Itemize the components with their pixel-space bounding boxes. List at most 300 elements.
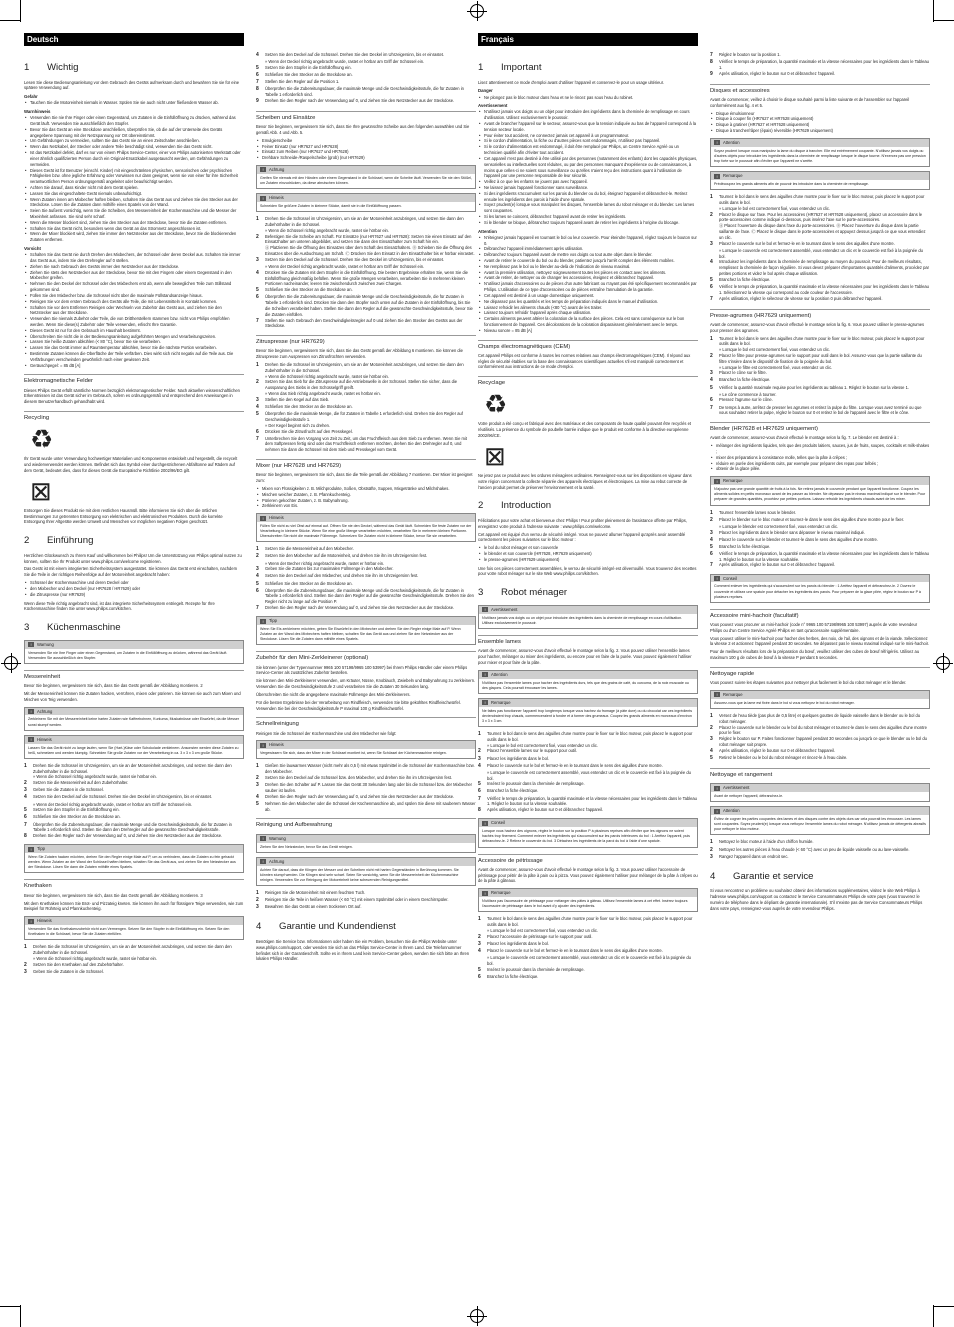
label-heading: Vorsicht: [24, 246, 41, 252]
section-title: Introduction: [501, 500, 552, 512]
step-number: 1: [256, 763, 259, 770]
step-list: [478, 916, 698, 981]
bullet-list: [24, 100, 244, 106]
step-list: [478, 731, 698, 814]
list-item: • Schalten Sie das Gerät nie durch Drehen des Mixbechers, der Schüssel oder deren Deckel aus. Schalten Sie immer das Gerät aus, indem Sie den Drehregler auf 0 stellen.: [30, 252, 244, 264]
page-german: [24, 30, 476, 1298]
step-number: 1: [256, 889, 259, 896]
paragraph: Félicitations pour votre achat et bienvenue chez Philips ! Pour profiter pleinement de l'assistance offerte par Philips, enregistrez votre produit à l'adresse suivante : www.philips.com/welcome.: [478, 517, 687, 529]
step-number: 1: [710, 509, 713, 516]
step-item: [256, 72, 476, 79]
note-header: [711, 477, 929, 485]
note-body: Wenn Sie Eis zerkleinern möchten, geben Sie Eiswürfel in den Mixbecher und drehen Sie den Regler einige Male auf P. Wenn Zutaten an der Wand des Mixbechers haften bleiben, schalten Sie das Gerät aus und ziehen Sie den Netzstecker aus der Steckdose. Lösen Sie die Zutaten dann mithilfe eines Spatels.: [260, 627, 461, 642]
step-item: [710, 405, 930, 417]
list-item: • Si des ingrédients s'accumulent sur les parois du blender ou du bol, éteignez l'appareil et débranchez-le. Retirez ensuite les ingrédients des parois à l'aide d'une spatule.: [484, 191, 698, 203]
crossed-bin-icon: ⊠: [484, 440, 506, 471]
step-text: Branchez la fiche électrique.: [487, 788, 539, 794]
paragraph: Sie können den Mini-Zerkleinerer verwenden, um Kräuter, Nüsse, Knoblauch, Zwiebeln und Babynahrung zu zerkleinern. Verwenden Sie die Geschwindigkeitsstufe 2 und verarbeiten Sie die Zutaten 30 Sekunden lang.: [256, 678, 476, 690]
paragraph: Reinigen Sie die Schüssel der Küchenmaschine und den Mixbecher wie folgt:: [256, 730, 397, 736]
bullet-list: [478, 545, 698, 562]
step-item: [478, 967, 698, 974]
note-body: Wenn Sie Zutaten hacken möchten, drehen Sie den Regler einige Male auf P, um zu verhindern, dass die Zutaten zu fein gehackt werden. Wenn Zutaten an der Wand der Schüssel haften bleiben, schalten Sie das Gerät aus, und ziehen Sie den Netzstecker aus der Steckdose. Lösen Sie dann die Zutaten mithilfe eines Spatels.: [28, 855, 236, 870]
note-body: Lassen Sie das Gerät nicht zu lange laufen, wenn Sie (Hart-)Käse oder Schokolade zerkleinern. Ansonsten werden diese Zutaten zu heiß, schmelzen und werden klumpig. Schneiden Sie große Zutaten vor der Verarbeitung in ca. 3 x 3 x 3 cm große Stücke.: [28, 745, 239, 755]
list-item: • N'utilisez jamais d'accessoires ou de pièces d'un autre fabricant ou n'ayant pas été spécifiquement recommandés par Philips. L'utilisation de ce type d'accessoires ou de pièces entraîne l'annulation de la garantie.: [484, 281, 698, 293]
paragraph: Wenn diese Teile richtig angebracht sind, ist das integrierte Sicherheitssystem entriegelt. Rezepte für Ihre Küchenmaschine finden Sie unter www.philips.com/kitchen.: [24, 600, 215, 612]
step-text: Unterbrechen Sie den Vorgang von Zeit zu Zeit, um das Fruchtfleisch aus dem Sieb zu entfernen. Wenn Sie mit dem Saftpressen fertig sind oder das Fruchtfleisch entfernen möchten, drehen Sie den Drehregler auf 0, und nehmen Sie dann die Schüssel mit dem Sieb und Presskegel vom Gerät.: [265, 435, 467, 453]
section-heading: [710, 870, 930, 884]
step-text: » Le cône commence à tourner.: [719, 391, 777, 397]
step-text: Rangez l'appareil dans un endroit sec.: [719, 853, 789, 859]
list-item: • N'utilisez jamais vos doigts ou un objet pour introduire des ingrédients dans la cheminée de remplissage en cours d'utilisation. Utilisez exclusivement le poussoir.: [484, 109, 698, 121]
note-body: Vergewissern Sie sich, dass der Mixer in der Schüssel montiert ist, wenn Sie Schüssel der Küchenmaschine reinigen.: [260, 751, 447, 756]
step-item: [24, 780, 244, 787]
step-item: [24, 763, 244, 775]
note-header: [257, 617, 475, 625]
step-text: Placez le couvercle sur le bol et fermez-le en le tournant dans le sens des aiguilles d'une montre.: [487, 762, 663, 768]
note-box: [478, 888, 698, 912]
step-number: 7: [710, 404, 713, 411]
list-item: • Si le cordon d'alimentation, la fiche ou d'autres pièces sont endommagés, n'utilisez pas l'appareil.: [484, 138, 698, 144]
list-item: • Nehmen Sie den Deckel der Schüssel oder des Mixbechers erst ab, wenn alle beweglichen Teile zum Stillstand gekommen sind.: [30, 281, 244, 293]
paragraph: Dieses Philips Gerät erfüllt sämtliche Normen bezüglich elektromagnetischer Felder. Nach aktuellen wissenschaftlichen Erkenntnissen ist das Gerät sicher im Gebrauch, sofern es ordnungsgemäß und entsprechend den Anweisungen in diesem Benutzerhandbuch gehandhabt wird.: [24, 387, 240, 405]
step-number: 6: [256, 587, 259, 594]
list-item: • Si les lames se coincent, débranchez l'appareil avant de retirer les ingrédients.: [484, 214, 698, 220]
subsection-heading: Accessoire de pétrissage: [478, 854, 698, 865]
note-icon: !: [714, 786, 720, 791]
bullet-list: [256, 486, 476, 509]
note-icon: !: [714, 809, 720, 814]
step-item: [710, 370, 930, 377]
note-header: [711, 575, 929, 583]
note-box: [24, 707, 244, 731]
paragraph: Vous pouvez utiliser le mini-hachoir pour hacher des herbes, des noix, de l'ail, des oignons et de la viande. Sélectionnez la vitesse 2 et actionnez l'appareil pendant 30 secondes. Ne dépassez pas le niveau maximal indiqué sur le mini-hachoir.: [710, 635, 930, 647]
step-text: Branchez la fiche électrique.: [719, 543, 771, 549]
step-number: 9: [256, 97, 259, 104]
step-text: Geben Sie die Zutaten in die Schüssel.: [33, 968, 104, 974]
list-item: • Ziehen Sie nach Gebrauch des Geräts immer den Netzstecker aus der Steckdose.: [30, 264, 244, 270]
step-text: » Wenn das Sieb richtig angebracht wurde, rastet es hörbar ein.: [265, 391, 381, 397]
list-item: • Um Gefährdungen zu vermeiden, sollten Sie das Gerät nie an einen Zeitschalter anschließen.: [30, 138, 244, 144]
step-number: [256, 245, 261, 257]
note-box: [256, 834, 476, 853]
section-heading: [24, 61, 244, 75]
step-item: [256, 782, 476, 794]
note-box: [710, 574, 930, 603]
step-number: 1: [256, 362, 259, 369]
step-list: [256, 52, 476, 105]
step-text: Réglez le bouton sur la position 1.: [719, 52, 781, 57]
note-title: Hinweis: [269, 742, 284, 748]
step-item: [710, 517, 930, 524]
subsection-heading: Scheiben und Einsätze: [256, 111, 476, 122]
step-text: Après utilisation, réglez le bouton sur 0 et débranchez l'appareil.: [719, 747, 836, 753]
section-title: Garantie und Kundendienst: [279, 921, 396, 933]
step-item: [256, 65, 476, 72]
step-text: Drehen Sie die Schüssel im Uhrzeigersinn, um sie an der Motoreinheit anzubringen, und setzen Sie dann den Zubehörhalter in die Schüssel.: [33, 944, 232, 956]
list-item: • Wenn die Messer blockiert sind, ziehen Sie den Stecker aus der Steckdose, bevor Sie die Zutaten entfernen.: [30, 220, 244, 226]
note-header: [257, 166, 475, 174]
step-item: [478, 788, 698, 795]
note-box: [256, 513, 476, 542]
step-item: [478, 948, 698, 955]
note-title: Tipp: [37, 846, 45, 852]
step-number: 6: [710, 397, 713, 404]
step-item: [478, 974, 698, 981]
step-text: » Lorsque le couvercle est correctement assemblé, vous entendez un clic et le couvercle est fixé à la poignée du bol.: [719, 247, 923, 259]
step-item: [710, 71, 930, 78]
section-title: Robot ménager: [501, 587, 568, 599]
bullet-list: [478, 109, 698, 225]
step-list: [710, 194, 930, 302]
step-number: 4: [256, 404, 259, 410]
step-number: 3: [256, 566, 259, 573]
step-item: [24, 814, 244, 821]
step-text: Placez le filtre pour presse-agrumes sur le support pour outil dans le bol. Assurez-vous que la partie saillante du filtre s'insère dans le dispositif de fixation de la poignée du bol.: [719, 352, 922, 364]
step-text: Branchez la fiche électrique.: [719, 276, 771, 282]
step-list: [24, 944, 244, 976]
note-title: Attention: [723, 139, 740, 145]
section-title: Garantie et service: [733, 870, 814, 882]
step-number: 3: [710, 736, 713, 743]
section-number: 3: [24, 622, 30, 634]
section-title: Important: [501, 62, 542, 73]
section-heading: [24, 534, 244, 548]
step-item: [256, 362, 476, 374]
list-item: • Schalten Sie das Gerät nicht, besonders wenn das Gerät an das Stromnetz angeschlossen ist.: [30, 226, 244, 232]
list-item: • mélanger des ingrédients liquides, tels que des produits laitiers, sauces, jus de fruits, soupes, cocktails et milk-shakes ;: [716, 443, 930, 455]
step-number: 1: [710, 335, 713, 342]
list-item: • Certains aliments peuvent altérer la coloration de la surface des pièces. Cela est sans conséquence sur le bon fonctionnement de l'appareil. Ces décolorations de la coloration disparaissent généralement avec le temps.: [484, 316, 698, 328]
step-item: [256, 801, 476, 813]
note-header: [711, 691, 929, 699]
note-box: [24, 640, 244, 664]
list-item: • Geräuschpegel: = 85 dB [A]: [30, 363, 244, 369]
step-item: [710, 847, 930, 854]
note-icon: !: [260, 859, 266, 864]
bullet-list: [24, 580, 244, 597]
step-number: 3: [24, 968, 27, 975]
step-item: [710, 284, 930, 296]
step-number: 4: [256, 793, 259, 800]
step-text: Befestigen Sie die Scheibe am Schaft. Für Einsätze (nur HR7627 und HR7628): Setzen Sie einen Einsatz auf den Einsatzhalter am unteren abgebildet, und setzen Sie dann den Einsatzhalter zum Schaft hin ein.: [265, 233, 472, 245]
note-body: Prédécoupez les grands aliments afin de pouvoir les introduire dans la cheminée de remplissage.: [714, 182, 869, 187]
step-number: 5: [478, 966, 481, 973]
paragraph: Avant de commencer, assurez-vous d'avoir effectué le montage selon la fig. 6. Vous pouvez utiliser le presse-agrumes pour presser des agrumes.: [710, 321, 925, 333]
step-number: [478, 770, 483, 782]
step-text: Überprüfen Sie die Zubereitungsdauer, die maximale Menge und die Geschwindigkeitsstufe, die für Zutaten in Tabelle 1 erforderlich sind. Stellen Sie dann den Drehregler auf die gewünschte Geschwindigkeitsstufe.: [33, 821, 232, 833]
step-item: [478, 781, 698, 788]
note-header: [25, 736, 243, 744]
list-item: • Mixen von Flüssigkeiten z. B. Milchprodukte, Soßen, Obstsäfte, Suppen, Mixgetränke und Milchshakes.: [262, 486, 476, 492]
step-number: 1: [24, 944, 27, 951]
step-number: 4: [24, 794, 27, 801]
note-icon: !: [28, 709, 34, 714]
step-item: [256, 404, 476, 411]
step-item: [24, 787, 244, 794]
label-heading: Gefahr: [24, 94, 38, 100]
step-text: » Der Kegel beginnt sich zu drehen.: [265, 422, 331, 428]
step-number: 7: [256, 435, 259, 442]
step-list: [24, 763, 244, 840]
note-icon: !: [28, 919, 34, 924]
paragraph: Si vous rencontrez un problème ou souhaitez obtenir des informations supplémentaires, visitez le site Web Philips à l'adresse www.philips.com/support ou contactez le Service Consommateurs Philips de votre pays (vous trouverez le numéro de téléphone dans le dépliant de garantie internationale). S'il n'existe pas de Service Consommateurs Philips dans votre pays, renseignez-vous auprès de votre revendeur Philips.: [710, 888, 923, 911]
list-item: • Lassen Sie heiße Zutaten abkühlen (< 80 °C), bevor Sie sie verarbeiten.: [30, 339, 244, 345]
label-heading: Attention: [478, 228, 497, 234]
note-body: Ne faites pas fonctionner l'appareil trop longtemps lorsque vous hachez du fromage (à pâte dure) ou du chocolat car ces ingrédients deviendraient trop chauds, commenceraient à fondre et à former des grumeaux. Coupez les grands aliments en morceaux d'environ 3 x 3 x 3 cm.: [482, 708, 693, 723]
paragraph: Vous pouvez vous procurer un mini-hachoir (code n° 9965 100 57198/9965 100 53997) auprès de votre revendeur Philips ou d'un Centre Service Agréé Philips en tant qu'accessoire supplémentaire.: [710, 621, 918, 633]
step-item: [24, 969, 244, 976]
note-header: [25, 708, 243, 716]
step-text: Drehen Sie die Schüssel im Uhrzeigersinn, um sie an der Motoreinheit anzubringen, und setzen Sie dann den Zubehörhalter in die Schüssel.: [33, 762, 232, 774]
step-text: Branchez la fiche électrique.: [719, 377, 771, 383]
step-number: 5: [256, 411, 259, 418]
step-number: 9: [710, 70, 713, 77]
list-item: • Zerkleinern von Eis.: [262, 503, 476, 509]
step-number: 2: [24, 961, 27, 968]
list-item: • Débranchez toujours l'appareil avant de mettre vos doigts ou tout autre objet dans le blender.: [484, 252, 698, 258]
list-item: • Laissez refroidir les aliments chauds (<80 °C) avant de les traiter.: [484, 305, 698, 311]
label-heading: Warnhinweis: [24, 109, 51, 115]
step-list: [256, 216, 476, 329]
step-text: » Lorsque le couvercle est correctement assemblé, vous entendez un clic et le couvercle est fixé à la poignée du bol.: [487, 955, 691, 966]
step-number: 2: [256, 233, 259, 240]
list-item: • Bestimmte Zutaten können die Oberfläche der Teile verfärben. Dies wirkt sich nicht negativ auf die Teile aus. Die Verfärbungen verschwinden gewöhnlich nach einer gewissen Zeit.: [30, 351, 244, 363]
step-item: [710, 59, 930, 71]
step-number: 8: [256, 86, 259, 93]
step-text: Überprüfen Sie die Zubereitungsdauer, die maximale Menge und die Geschwindigkeitsstufe, die für Zutaten in Tabelle 1 erforderlich sind.: [265, 86, 464, 97]
list-item: • le presse-agrumes (HR7629 uniquement): [484, 557, 698, 563]
step-number: 1: [478, 731, 481, 738]
step-number: 4: [256, 269, 259, 276]
note-icon: !: [482, 821, 488, 826]
bullet-list: [710, 111, 930, 134]
step-item: [710, 52, 930, 59]
step-item: [256, 245, 476, 257]
step-text: Setzen Sie den Deckel auf die Schüssel. Drehen Sie den Deckel im Uhrzeigersinn, bis er einrastet.: [265, 52, 445, 57]
step-text: Retirez le blender ou le bol du robot ménager et rincez-le à l'eau claire.: [719, 754, 848, 760]
note-title: Avertissement: [723, 785, 750, 791]
step-text: Setzen Sie den Knethaken auf den Zubehörhalter.: [33, 961, 124, 967]
note-title: Achtung: [37, 708, 53, 714]
step-number: 4: [710, 377, 713, 384]
note-header: [479, 699, 697, 707]
step-text: Reinigen Sie die Teile in heißem Wasser (< 60 °C) mit einem Spülmittel oder in einem Geschirrspüler.: [265, 897, 449, 903]
step-number: 7: [710, 52, 713, 58]
note-header: [479, 889, 697, 897]
step-item: [710, 248, 930, 260]
list-item: • Ist das Netzkabel defekt, darf es nur von einem Philips Service-Center, einer von Philips autorisierten Werkstatt oder einer ähnlich qualifizierten Person durch ein Original-Ersatzkabel ausgetauscht werden, um Gefährdungen zu vermeiden.: [30, 150, 244, 167]
note-title: Avertissement: [491, 606, 518, 612]
step-text: » Lorsque le bol est correctement fixé, vous entendez un clic.: [719, 347, 831, 353]
list-item: • Verwenden Sie niemals Zubehör oder Teile, die von Drittherstellern stammen bzw. nicht von Philips empfohlen werden. Wenn Sie diese(s) Zubehör oder Teile verwenden, erlischt Ihre Garantie.: [30, 316, 244, 328]
step-item: [478, 748, 698, 755]
step-number: 2: [710, 211, 713, 218]
list-item: • Avant de retirer, de nettoyer ou de changer les accessoires, éteignez et débranchez l'appareil.: [484, 275, 698, 281]
step-number: 7: [478, 795, 481, 802]
step-item: [478, 955, 698, 967]
note-icon: !: [260, 516, 266, 521]
step-list: [710, 713, 930, 762]
step-number: 2: [256, 379, 259, 386]
step-text: Tournez le bol dans le sens des aiguilles d'une montre pour le fixer sur le bloc moteur, puis placez le support pour outils dans le bol.: [719, 335, 925, 347]
step-text: Après utilisation, réglez le bouton sur 0 et débranchez l'appareil.: [719, 562, 836, 568]
step-text: Réglez le bouton sur P. Faites fonctionner l'appareil pendant 30 secondes ou jusqu'à ce que le blender ou le bol du robot ménager soit propre.: [719, 736, 927, 747]
list-item: • Seien Sie äußerst vorsichtig, wenn Sie die Scheiben, den Messereinheit der Küchenmaschine und die Messer der Mixeinheit anfassen. Sie sind sehr scharf.: [30, 208, 244, 220]
paragraph: Avant de commencer, assurez-vous d'avoir effectué le montage selon la fig. 3. Vous pouvez utiliser l'accessoire de pétrissage pour pétrir de la pâte à pain ou à pizza. Vous pouvez également l'utiliser pour mélanger de la pâte à crêpes ou de la pâte à gâteaux.: [478, 866, 698, 884]
step-item: [710, 736, 930, 748]
step-number: 2: [256, 897, 259, 904]
note-title: Achtung: [269, 167, 285, 172]
step-number: 5: [256, 64, 259, 71]
step-number: 5: [710, 543, 713, 550]
step-list: [256, 763, 476, 812]
section-number: 1: [24, 62, 30, 73]
note-box: [710, 476, 930, 505]
step-item: [256, 436, 476, 453]
step-text: Setzen Sie den Stopfer in die Einfüllöffnung ein.: [33, 807, 120, 813]
note-title: Attention: [723, 808, 740, 814]
step-list: [710, 336, 930, 417]
note-icon: !: [260, 743, 266, 748]
step-item: [256, 897, 476, 904]
section-heading: [256, 920, 476, 934]
step-number: 2: [710, 724, 713, 731]
step-text: Drehen Sie den Regler nach der Verwendung auf 0, und ziehen Sie den Netzstecker aus der Steckdose.: [33, 833, 223, 839]
section-heading: [478, 61, 698, 75]
step-number: 4: [710, 747, 713, 754]
step-item: [710, 562, 930, 569]
step-item: [710, 385, 930, 392]
step-text: » Wenn der Deckel richtig angebracht wurde, rastet er hörbar am Griff der Schüssel ein.: [33, 801, 193, 807]
step-text: » Lorsque le filtre est correctement fixé, vous entendez un clic.: [719, 364, 833, 370]
step-item: [710, 397, 930, 404]
note-icon: !: [28, 737, 34, 742]
list-item: • mixer des préparations à consistance molle, telles que la pâte à crêpes ;: [716, 455, 930, 461]
subsection-heading: Accessoire mini-hachoir (facultatif): [710, 609, 930, 620]
note-body: Verwenden Sie das Knethakenzubehör nicht zum Vermengen. Setzen Sie den Stopfer in die Einfüllöffnung ein. Setzen Sie den Knethaken in die Schüssel, bevor Sie die Zutaten einfüllen.: [28, 927, 230, 937]
note-box: [478, 605, 698, 629]
step-number: 5: [24, 807, 27, 814]
paragraph: Mit dem Knethaken können Sie Brot- und Pizzateig kneten. Sie können ihn auch für flüssigere Teige verwenden, wie zum Beispiel für Rührteig und Pfannkuchenteig.: [24, 900, 244, 912]
step-number: 1: [710, 194, 713, 201]
step-item: [256, 775, 476, 782]
step-item: [256, 573, 476, 580]
list-item: • obtenir de la glace pilée.: [716, 466, 930, 472]
list-item: • Mischen weicher Zutaten, z. B. Pfannkuchenteig.: [262, 492, 476, 498]
step-item: [256, 429, 476, 436]
note-box: [478, 698, 698, 727]
step-item: [710, 748, 930, 755]
list-item: • den Mixbecher und den Deckel (nur HR7628 / HR7629) oder: [30, 586, 244, 592]
step-number: 3: [24, 787, 27, 794]
recycle-icon: ♻: [484, 389, 508, 420]
step-item: [24, 794, 244, 801]
list-item: • Ne dépassez pas les quantités et les temps de préparation indiqués dans le manuel d'utilisation.: [484, 299, 698, 305]
subsection-heading: Reinigung und Aufbewahrung: [256, 818, 476, 829]
step-number: 2: [710, 846, 713, 853]
note-icon: !: [260, 196, 266, 201]
step-number: 8: [478, 807, 481, 814]
step-text: Placez le couvercle sur le blender ou le bol du robot ménager et tournez-le dans le sens des aiguilles d'une montre pour le fixer.: [719, 724, 927, 736]
note-title: Remarque: [723, 478, 743, 484]
step-text: » Lorsque le bol est correctement fixé, vous entendez un clic.: [487, 742, 599, 748]
paragraph: Lisez attentivement ce mode d'emploi avant d'utiliser l'appareil et conservez-le pour un usage ultérieur.: [478, 79, 664, 85]
step-text: Setzen Sie den Deckel auf die Schüssel bzw. den Mixbecher, und drehen Sie ihn im Uhrzeigersinn fest.: [265, 775, 453, 781]
step-list: [710, 510, 930, 570]
step-text: Schließen Sie den Stecker an die Steckdose an.: [265, 580, 353, 586]
step-item: [710, 839, 930, 846]
bullet-list: [24, 115, 244, 243]
list-item: • Ne laissez jamais l'appareil fonctionner sans surveillance.: [484, 185, 698, 191]
note-title: Warnung: [269, 835, 286, 841]
step-text: Drehen Sie den Regler nach der Verwendung auf 0, und ziehen Sie den Netzstecker aus der Steckdose.: [265, 97, 455, 103]
step-item: [710, 296, 930, 303]
paragraph: Ne jetez pas ce produit avec les ordures ménagères ordinaires. Renseignez-vous sur les dispositions en vigueur dans votre région concernant la collecte séparée des appareils électriques et électroniques. La mise au rebut correcte de l'ancien produit permet de préserver l'environnement et la santé.: [478, 472, 692, 490]
list-item: • Lassen Sie das Gerät immer auf Raumtemperatur abkühlen, bevor Sie die nächste Portion verarbeiten.: [30, 345, 244, 351]
note-header: [25, 641, 243, 649]
step-list: [256, 890, 476, 911]
step-item: [710, 241, 930, 248]
step-item: [478, 763, 698, 770]
step-number: 7: [24, 821, 27, 828]
note-body: Achten Sie darauf, dass die Klingen der Messer und der Scheiben nicht mit harten Gegenständen in Berührung kommen. Sie könnten stumpf werden. Die Klingen sind sehr scharf. Seien Sie vorsichtig, wenn Sie die Messereinheit der Küchenmaschine reinigen. Verwenden Sie zur Reinigung der Motoreinheit keine scheuernden Reinigungsmittel.: [260, 867, 459, 882]
list-item: • Feiner Einsatz (nur HR7627 und HR7628): [262, 144, 476, 150]
subsection-heading: Schnellreinigung: [256, 717, 476, 728]
note-title: Warnung: [37, 641, 54, 647]
step-number: 3: [256, 256, 259, 263]
column-1: [478, 52, 698, 1298]
registration-mark: [4, 656, 18, 670]
step-text: Insérez le poussoir dans la cheminée de remplissage.: [487, 781, 585, 787]
paragraph: Ihr Gerät wurde unter Verwendung hochwertiger Materialien und Komponenten entwickelt und hergestellt, die recycelt und wiederverwendet werden können. Befindet sich das Symbol einer durchgestrichenen Abfalltonne auf Rädern auf dem Gerät, bedeutet dies, dass für dieses Gerät die Europäische Richtlinie 2002/96/EG gilt.: [24, 456, 238, 473]
list-item: • Disque à trancher/râper (épais) réversible (HR7629 uniquement): [716, 128, 930, 134]
step-item: [256, 379, 476, 391]
step-number: 6: [478, 973, 481, 980]
paragraph: Bevor Sie beginnen, vergewissern Sie sich, dass Sie das Gerät gemäß der Abbildung montieren. 3: [24, 892, 203, 898]
step-number: 2: [24, 780, 27, 787]
step-number: 1: [478, 916, 481, 923]
step-number: 5: [256, 287, 259, 294]
paragraph: Überschreiten Sie nicht die angegebene maximale Füllmenge des Mini-Zerkleinerers.: [256, 691, 411, 697]
step-number: 3: [478, 940, 481, 947]
step-text: Drücken Sie die Zitrusfrucht auf den Presskegel.: [265, 428, 353, 434]
step-item: [256, 588, 476, 605]
step-text: Setzen Sie die Messereinheit auf den Zubehörhalter.: [33, 780, 129, 786]
step-number: 5: [256, 580, 259, 587]
note-title: Remarque: [723, 691, 743, 697]
list-item: • Überschreiten Sie nicht die in der Bedienungsanleitung aufgeführten Mengen und Verarbeitungszeiten.: [30, 334, 244, 340]
step-text: Setzen Sie das Sieb für die Zitruspresse auf die Antriebswelle in der Schüssel. Stellen Sie sicher, dass die Aussparung des Siebs in den Schüsselgriff greift.: [265, 379, 458, 391]
paragraph: Bevor Sie beginnen, vergewissern Sie sich, dass Sie Ihre gewünschte Scheibe aus den folgenden auswählen und Sie gemäß Abb. 4 und Abb. 5.: [256, 124, 470, 135]
step-text: Tournez le bol dans le sens des aiguilles d'une montre pour le fixer sur le bloc moteur, puis placez le support pour outils dans le bol.: [487, 916, 693, 928]
step-item: [256, 553, 476, 560]
step-item: [256, 294, 476, 317]
note-icon: !: [482, 891, 488, 896]
step-number: 6: [710, 283, 713, 290]
note-box: [710, 138, 930, 167]
note-body: Verwenden Sie nie Ihre Finger oder einen Gegenstand, um Zutaten in die Einfüllöffnung zu drücken, während das Gerät läuft. Verwenden Sie ausschließlich den Stopfer.: [28, 650, 228, 660]
step-item: [256, 581, 476, 588]
step-number: 5: [710, 384, 713, 391]
note-title: Attention: [491, 671, 508, 677]
step-text: Placez l'ensemble lames sur le support pour outil.: [487, 748, 577, 754]
registration-mark: [470, 4, 484, 18]
subsection-heading: Mixer (nur HR7628 und HR7629): [256, 459, 476, 470]
step-text: Placez le disque sur l'axe. Pour les accessoires (HR7627 et HR7628 uniquement), placez un accessoire dans le porte-accessoires comme indiqué ci-dessous, puis insérez l'axe sur le porte-accessoires.: [719, 211, 923, 223]
list-item: • Emulgierscheibe: [262, 138, 476, 144]
note-body: Füllen Sie nicht zu viel Obst auf einmal auf. Öffnen Sie nie den Deckel, während das Gerät läuft. Schneiden Sie feste Zutaten vor der Verarbeitung in kleinere Stücke. Wenn Sie eine große Menge verarbeiten möchten, verarbeiten Sie in mehreren kleinen Portionen. Überschreiten Sie nicht die maximale Füllmenge. Schmelzen Sie Zutaten nicht in kleinere Stücke, bevor Sie sie verarbeiten.: [260, 524, 472, 539]
step-text: Introduisez les ingrédients dans la cheminée de remplissage au moyen du poussoir. Pour de meilleurs résultats, remplissez la cheminée de façon régulière. Si vous devez préparer d'importantes quantités d'aliments, procédez par petites portions et videz le bol après chaque utilisation.: [719, 259, 930, 277]
